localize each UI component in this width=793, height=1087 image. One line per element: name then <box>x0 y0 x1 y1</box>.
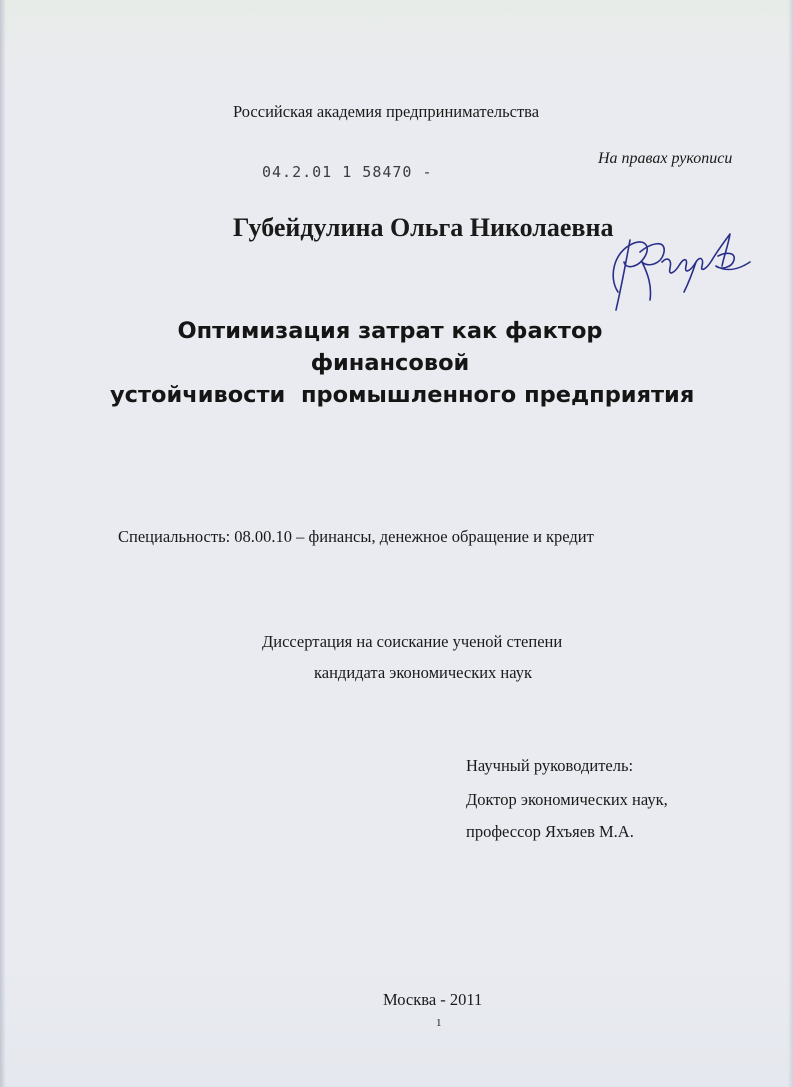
scan-edge-right <box>788 0 793 1087</box>
organization-name: Российская академия предпринимательства <box>233 102 540 121</box>
registration-stamp: 04.2.01 1 58470 - <box>262 163 433 181</box>
dissertation-title <box>110 315 695 411</box>
advisor-degree: Доктор экономических наук, <box>466 790 668 809</box>
rights-note: На правах рукописи <box>598 150 733 167</box>
scan-edge-left <box>0 0 6 1087</box>
dissertation-type-line-2: кандидата экономических наук <box>314 663 533 682</box>
title-line-1: Оптимизация затрат как фактор финансовой <box>177 318 603 376</box>
dissertation-type-line-1: Диссертация на соискание ученой степени <box>262 632 563 651</box>
advisor-label: Научный руководитель: <box>466 756 634 775</box>
author-name: Губейдулина Ольга Николаевна <box>233 213 614 242</box>
title-line-2: устойчивости промышленного предприятия <box>110 382 695 408</box>
advisor-name: профессор Яхъяев М.А. <box>466 822 634 841</box>
signature-icon <box>600 222 770 317</box>
page-number: 1 <box>436 1017 442 1029</box>
specialty-line: Специальность: 08.00.10 – финансы, денежное обращение и кредит <box>118 527 594 546</box>
city-year: Москва - 2011 <box>383 990 483 1009</box>
